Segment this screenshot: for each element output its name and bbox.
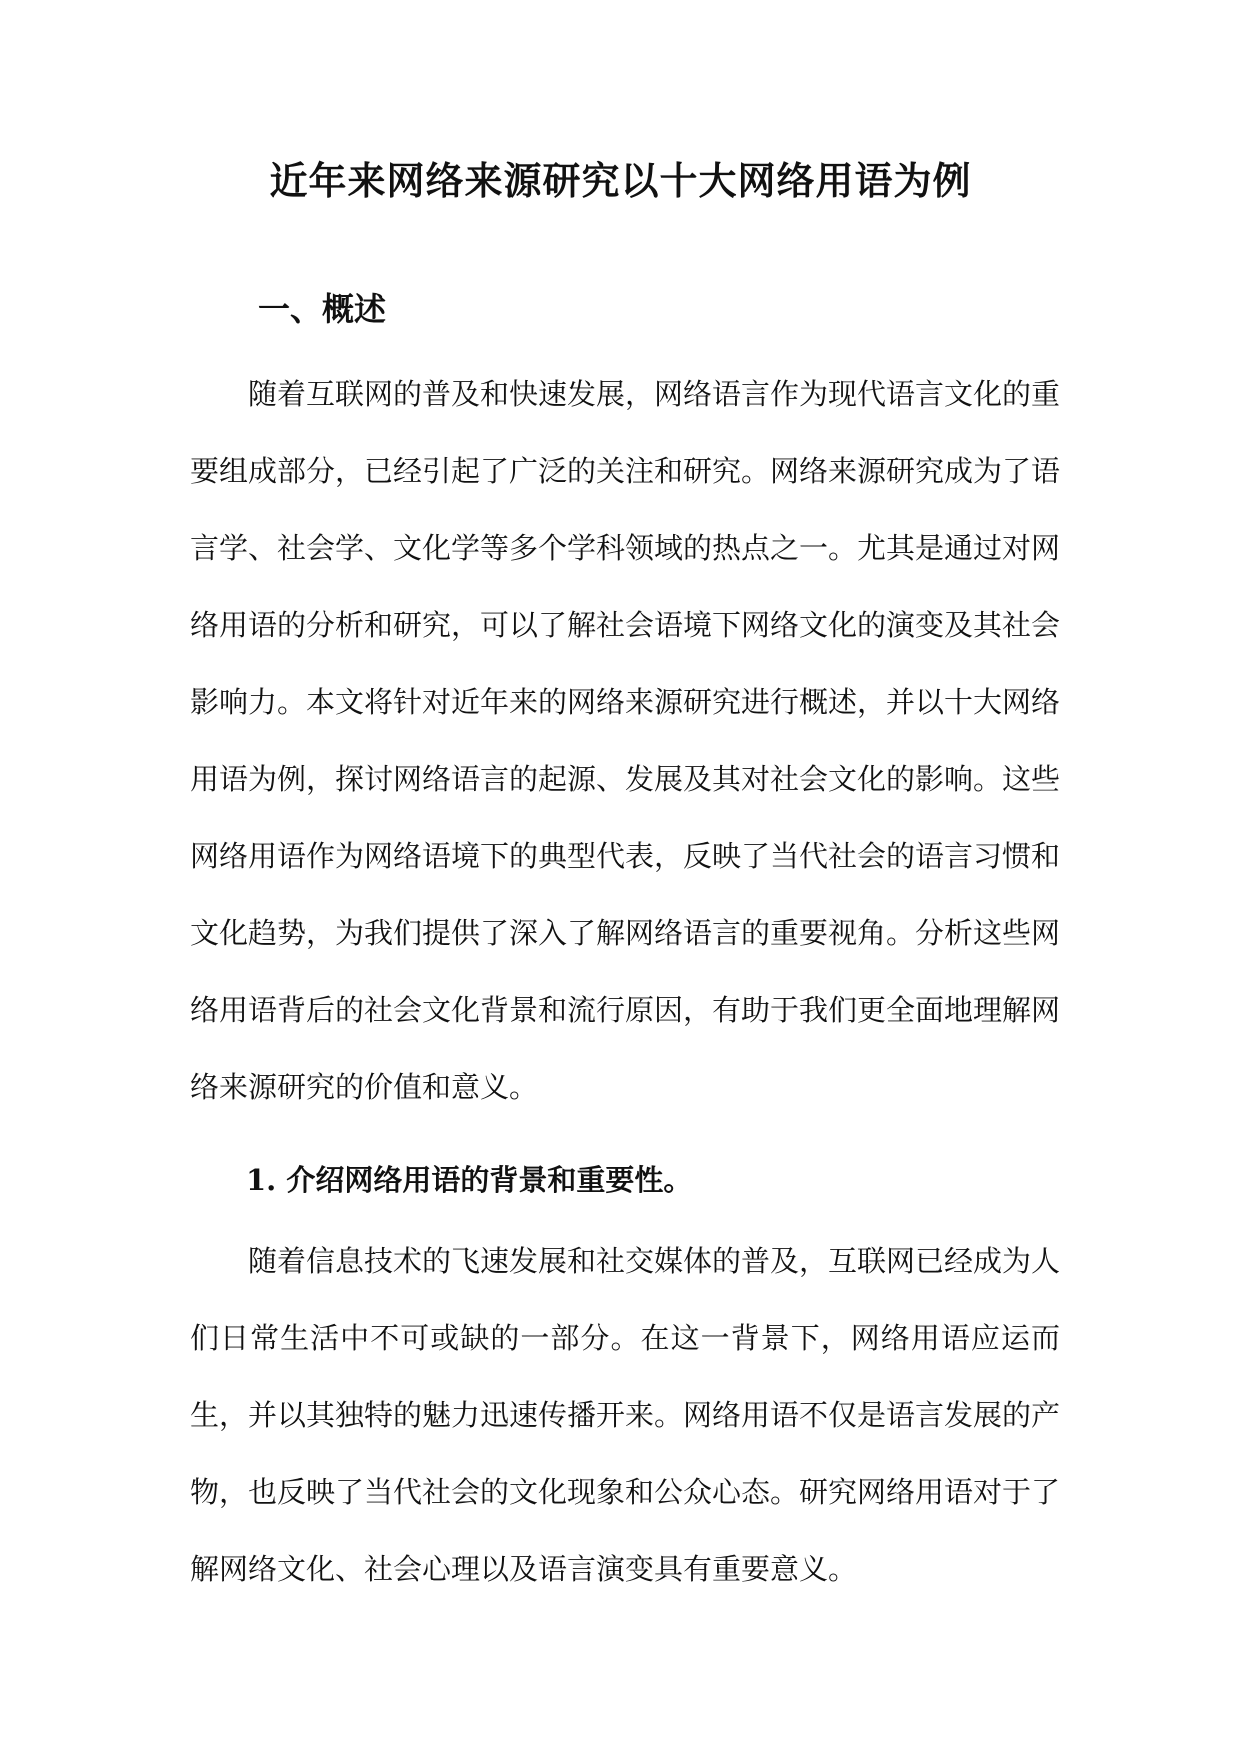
document-title: 近年来网络来源研究以十大网络用语为例 [269, 158, 972, 203]
background-paragraph: 随着信息技术的飞速发展和社交媒体的普及，互联网已经成为人们日常生活中不可或缺的一部分。在这一背景下，网络用语应运而生，并以其独特的魅力迅速传播开来。网络用语不仅是语言发展的产物，也反映了当代社会的文化现象和公众心态。研究网络用语对于了解网络文化、社会心理以及语言演变具有重要意义。 [190, 1244, 1061, 1586]
section-heading-overview: 一、概述 [258, 290, 387, 328]
subsection-heading-background: 1. 介绍网络用语的背景和重要性。 [246, 1163, 693, 1197]
overview-paragraph: 随着互联网的普及和快速发展，网络语言作为现代语言文化的重要组成部分，已经引起了广泛的关注和研究。网络来源研究成为了语言学、社会学、文化学等多个学科领域的热点之一。尤其是通过对网络用语的分析和研究，可以了解社会语境下网络文化的演变及其社会影响力。本文将针对近年来的网络来源研究进行概述，并以十大网络用语为例，探讨网络语言的起源、发展及其对社会文化的影响。这些网络用语作为网络语境下的典型代表，反映了当代社会的语言习惯和文化趋势，为我们提供了深入了解网络语言的重要视角。分析这些网络用语背后的社会文化背景和流行原因，有助于我们更全面地理解网络来源研究的价值和意义。 [190, 377, 1061, 1104]
